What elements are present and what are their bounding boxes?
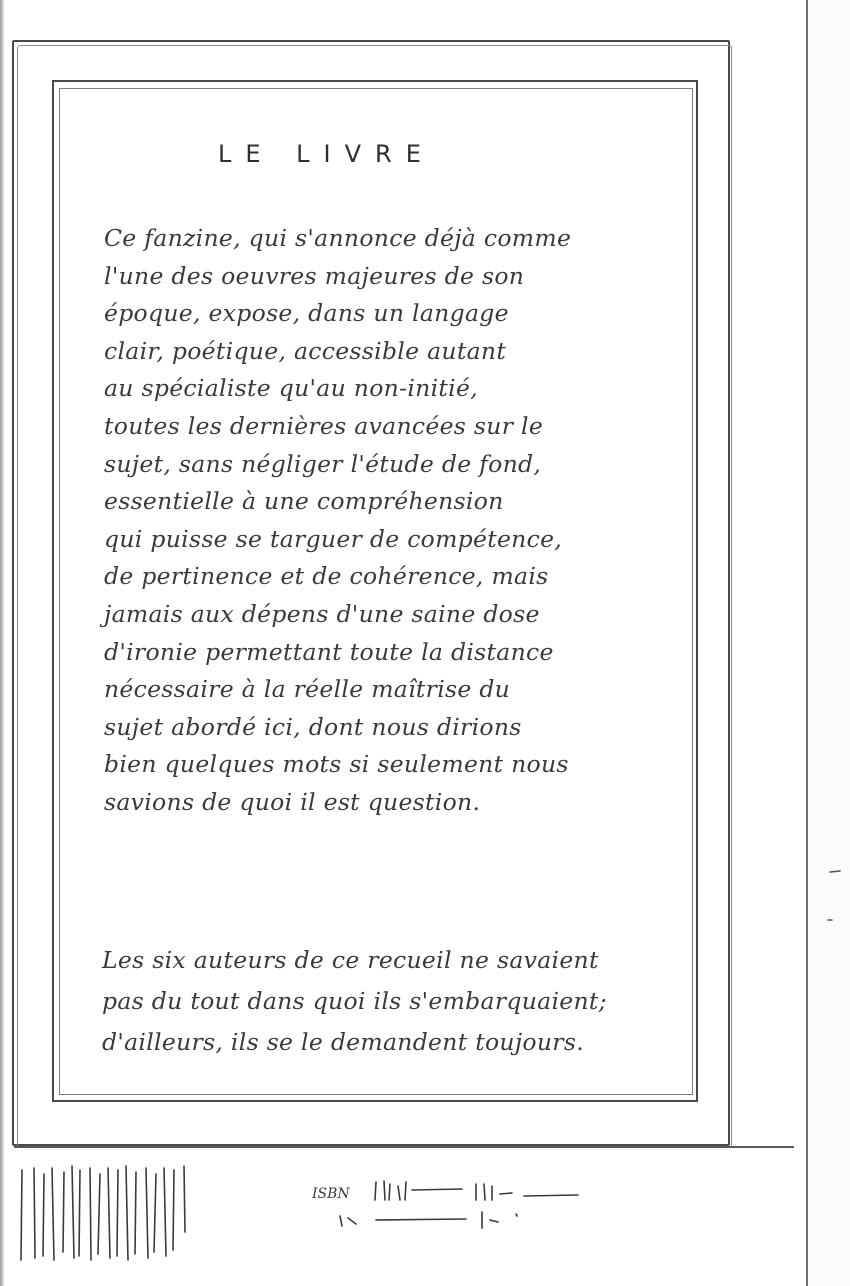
- paragraph-line: l'une des oeuvres majeures de son: [104, 261, 525, 290]
- isbn-label: ISBN: [312, 1186, 350, 1202]
- paragraph-line: d'ironie permettant toute la distance: [104, 637, 554, 666]
- bottom-rule: [14, 1146, 794, 1148]
- paragraph-line: sujet abordé ici, dont nous dirions: [104, 712, 522, 741]
- isbn-scribble-icon: [312, 1176, 592, 1236]
- authors-line: d'ailleurs, ils se le demandent toujours.: [102, 1028, 584, 1056]
- authors-line: pas du tout dans quoi ils s'embarquaient;: [102, 987, 607, 1015]
- margin-marks-icon: [820, 860, 850, 960]
- description-paragraph: [104, 220, 664, 822]
- paragraph-line: époque, expose, dans un langage: [104, 299, 509, 328]
- paragraph-line: qui puisse se targuer de compétence,: [104, 524, 563, 553]
- page-title: LE LIVRE: [218, 140, 435, 168]
- adjacent-page-strip: [808, 0, 850, 1286]
- page-edge-left: [0, 0, 4, 1286]
- paragraph-line: au spécialiste qu'au non-initié,: [104, 374, 478, 403]
- paragraph-line: clair, poétique, accessible autant: [104, 336, 507, 365]
- paragraph-line: essentielle à une compréhension: [104, 487, 504, 516]
- page-edge-right: [806, 0, 808, 1286]
- barcode-sketch-icon: [14, 1160, 194, 1270]
- authors-paragraph: [102, 940, 687, 1063]
- paragraph-line: bien quelques mots si seulement nous: [104, 750, 569, 779]
- paragraph-line: jamais aux dépens d'une saine dose: [104, 599, 540, 628]
- paragraph-line: sujet, sans négliger l'étude de fond,: [104, 449, 542, 478]
- paragraph-line: savions de quoi il est question.: [104, 787, 481, 816]
- paragraph-line: de pertinence et de cohérence, mais: [104, 562, 549, 591]
- isbn-sketch: [312, 1176, 592, 1236]
- authors-line: Les six auteurs de ce recueil ne savaient: [102, 946, 599, 974]
- paragraph-line: Ce fanzine, qui s'annonce déjà comme: [104, 224, 572, 252]
- paragraph-line: toutes les dernières avancées sur le: [104, 411, 544, 440]
- paragraph-line: nécessaire à la réelle maîtrise du: [104, 675, 511, 704]
